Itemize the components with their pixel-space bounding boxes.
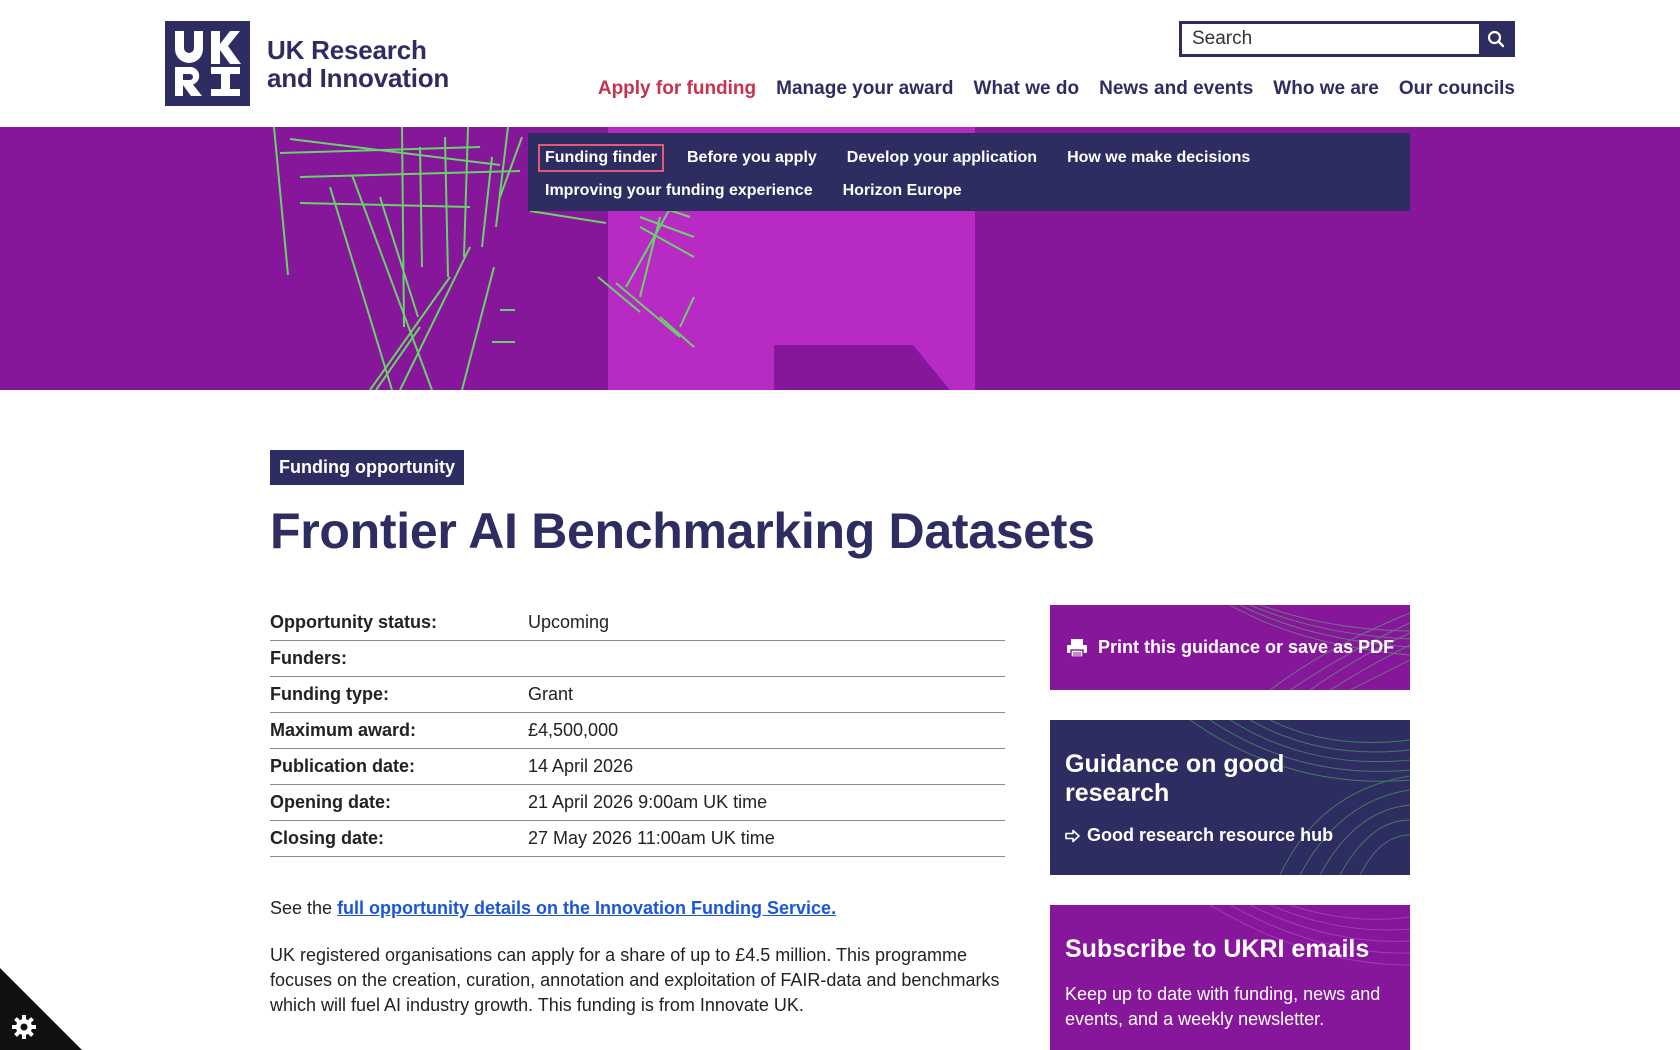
detail-row	[270, 677, 1005, 713]
arrow-right-icon	[1065, 829, 1081, 843]
subnav-develop-your-application[interactable]: Develop your application	[846, 149, 1038, 166]
subnav-funding-finder[interactable]: Funding finder	[538, 144, 664, 172]
see-details-paragraph	[270, 898, 836, 919]
subnav-before-you-apply[interactable]: Before you apply	[686, 149, 817, 166]
print-guidance-link[interactable]: Print this guidance or save as PDF	[1098, 637, 1395, 657]
ukri-logo-mark	[165, 21, 250, 106]
search-icon	[1487, 30, 1505, 48]
detail-label: Funding type:	[270, 684, 389, 704]
detail-value: Grant	[528, 684, 574, 704]
subnav-horizon-europe[interactable]: Horizon Europe	[842, 182, 962, 199]
subnav-how-we-make-decisions[interactable]: How we make decisions	[1067, 149, 1251, 166]
nav-news-and-events[interactable]: News and events	[1099, 78, 1254, 99]
good-research-heading: Guidance on good research	[1065, 750, 1285, 807]
main-navigation	[578, 78, 1515, 100]
print-guidance-card	[1050, 605, 1410, 690]
subscribe-card	[1050, 905, 1410, 1050]
detail-row	[270, 605, 1005, 641]
good-research-link-row	[1065, 825, 1395, 846]
detail-value: 27 May 2026 11:00am UK time	[528, 828, 775, 848]
search-box	[1179, 21, 1515, 57]
detail-row	[270, 641, 1005, 677]
detail-label: Closing date:	[270, 828, 385, 848]
detail-row	[270, 749, 1005, 785]
subnav-improving-your-funding-experience[interactable]: Improving your funding experience	[545, 182, 813, 199]
subnav-row	[538, 176, 1400, 206]
good-research-hub-link[interactable]: Good research resource hub	[1087, 825, 1334, 845]
cookie-settings-button[interactable]	[0, 968, 82, 1050]
detail-label: Funders:	[270, 648, 348, 668]
good-research-card	[1050, 720, 1410, 875]
subscribe-heading[interactable]: Subscribe to UKRI emails	[1065, 935, 1370, 963]
site-header	[0, 0, 1680, 127]
detail-value: 14 April 2026	[528, 756, 634, 776]
subnav-row	[538, 143, 1400, 173]
detail-label: Opening date:	[270, 792, 391, 812]
detail-value: 21 April 2026 9:00am UK time	[528, 792, 768, 812]
nav-manage-your-award[interactable]: Manage your award	[776, 78, 954, 99]
cookie-settings-icon	[12, 1015, 36, 1039]
funding-subnavigation	[528, 133, 1410, 211]
nav-apply-for-funding[interactable]: Apply for funding	[597, 78, 757, 99]
opportunity-details-table	[270, 605, 1005, 857]
print-icon	[1066, 638, 1088, 658]
nav-what-we-do[interactable]: What we do	[973, 78, 1080, 99]
ukri-logo-text	[267, 36, 449, 92]
search-input[interactable]	[1182, 24, 1479, 54]
detail-row	[270, 821, 1005, 857]
nav-who-we-are[interactable]: Who we are	[1273, 78, 1379, 99]
detail-label: Maximum award:	[270, 720, 417, 740]
detail-label: Opportunity status:	[270, 612, 437, 632]
search-button[interactable]	[1479, 24, 1512, 54]
detail-row	[270, 713, 1005, 749]
detail-value: Upcoming	[528, 612, 610, 632]
logo-line-2: and Innovation	[267, 62, 450, 93]
see-details-prefix: See the	[270, 898, 338, 918]
nav-our-councils[interactable]: Our councils	[1398, 78, 1515, 99]
detail-label: Publication date:	[270, 756, 416, 776]
ukri-logo[interactable]	[165, 21, 449, 106]
detail-value: £4,500,000	[528, 720, 619, 740]
detail-row	[270, 785, 1005, 821]
logo-line-1: UK Research	[267, 34, 427, 65]
page-title: Frontier AI Benchmarking Datasets	[270, 503, 1095, 559]
subscribe-description: Keep up to date with funding, news and events, and a weekly newsletter.	[1065, 984, 1381, 1029]
innovation-funding-service-link[interactable]: full opportunity details on the Innovation Funding Service.	[337, 898, 837, 918]
content-type-tag: Funding opportunity	[270, 450, 464, 485]
opportunity-description: UK registered organisations can apply for a share of up to £4.5 million. This programme focuses on the creation, curation, annotation and exploitation of FAIR-data and benchmarks which will fuel AI industry growth. This funding is from Innovate UK.	[270, 945, 1000, 1015]
